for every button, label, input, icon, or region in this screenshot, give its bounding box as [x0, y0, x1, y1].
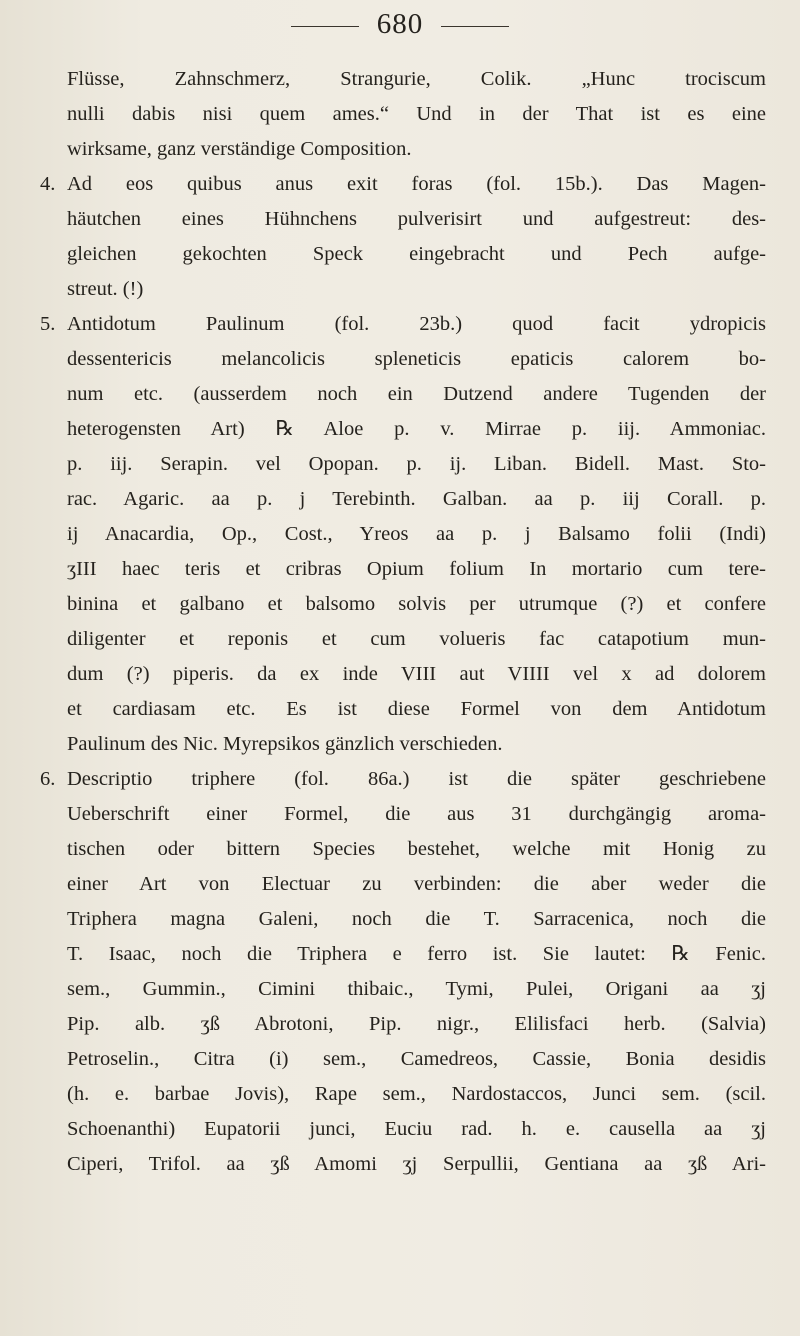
text-line [40, 1042, 766, 1077]
text-line [40, 1077, 766, 1112]
text-line [40, 167, 766, 202]
text-line [40, 482, 766, 517]
item-number: 6. [40, 768, 56, 790]
line-text: Ciperi, Trifol. aa ʒß Amomi ʒj Serpullii, Gentiana aa ʒß Ari- [67, 1153, 766, 1175]
page-number: 680 [376, 8, 424, 40]
line-text: einer Art von Electuar zu verbinden: die aber weder die [67, 873, 766, 895]
page-header [0, 8, 800, 41]
text-line [40, 797, 766, 832]
line-text: Petroselin., Citra (i) sem., Camedreos, Cassie, Bonia desidis [67, 1048, 766, 1070]
text-line [40, 272, 766, 307]
text-line [40, 1112, 766, 1147]
text-line [40, 657, 766, 692]
line-text: T. Isaac, noch die Triphera e ferro ist. Sie lautet: ℞ Fenic. [67, 943, 766, 965]
text-line [40, 762, 766, 797]
line-text: Paulinum des Nic. Myrepsikos gänzlich verschieden. [67, 733, 503, 755]
line-text: Descriptio triphere (fol. 86a.) ist die später geschriebene [67, 768, 766, 790]
text-line [40, 692, 766, 727]
line-text: rac. Agaric. aa p. j Terebinth. Galban. aa p. iij Corall. p. [67, 488, 766, 510]
item-number: 5. [40, 313, 56, 335]
text-line [40, 1007, 766, 1042]
text-line [40, 622, 766, 657]
item-number: 4. [40, 173, 56, 195]
line-text: Pip. alb. ʒß Abrotoni, Pip. nigr., Elilisfaci herb. (Salvia) [67, 1013, 766, 1035]
line-text: häutchen eines Hühnchens pulverisirt und aufgestreut: des- [67, 208, 766, 230]
line-text: diligenter et reponis et cum volueris fac catapotium mun- [67, 628, 766, 650]
text-line [40, 902, 766, 937]
line-text: num etc. (ausserdem noch ein Dutzend andere Tugenden der [67, 383, 766, 405]
line-text: (h. e. barbae Jovis), Rape sem., Nardostaccos, Junci sem. (scil. [67, 1083, 766, 1105]
text-line [40, 132, 766, 167]
line-text: wirksame, ganz verständige Composition. [67, 138, 412, 160]
text-line [40, 412, 766, 447]
text-line [40, 972, 766, 1007]
line-text: et cardiasam etc. Es ist diese Formel von dem Antidotum [67, 698, 766, 720]
line-text: Flüsse, Zahnschmerz, Strangurie, Colik. „Hunc trociscum [67, 68, 766, 90]
text-line [40, 587, 766, 622]
line-text: dum (?) piperis. da ex inde VIII aut VIIII vel x ad dolorem [67, 663, 766, 685]
line-text: Antidotum Paulinum (fol. 23b.) quod facit ydropicis [67, 313, 766, 335]
line-text: ʒIII haec teris et cribras Opium folium In mortario cum tere- [67, 558, 766, 580]
text-line [40, 97, 766, 132]
line-text: Triphera magna Galeni, noch die T. Sarracenica, noch die [67, 908, 766, 930]
text-line [40, 867, 766, 902]
line-text: gleichen gekochten Speck eingebracht und Pech aufge- [67, 243, 766, 265]
line-text: tischen oder bittern Species bestehet, welche mit Honig zu [67, 838, 766, 860]
line-text: binina et galbano et balsomo solvis per utrumque (?) et confere [67, 593, 766, 615]
line-text: Schoenanthi) Eupatorii junci, Euciu rad. h. e. causella aa ʒj [67, 1118, 766, 1140]
text-line [40, 832, 766, 867]
line-text: p. iij. Serapin. vel Opopan. p. ij. Liban. Bidell. Mast. Sto- [67, 453, 766, 475]
text-line [40, 237, 766, 272]
line-text: heterogensten Art) ℞ Aloe p. v. Mirrae p. iij. Ammoniac. [67, 418, 766, 440]
text-line [40, 62, 766, 97]
line-text: sem., Gummin., Cimini thibaic., Tymi, Pulei, Origani aa ʒj [67, 978, 766, 1000]
text-line [40, 517, 766, 552]
text-line [40, 307, 766, 342]
text-line [40, 552, 766, 587]
text-line [40, 1147, 766, 1182]
line-text: dessentericis melancolicis spleneticis epaticis calorem bo- [67, 348, 766, 370]
text-line [40, 202, 766, 237]
text-line [40, 447, 766, 482]
header-rule-left [291, 26, 359, 27]
line-text: Ad eos quibus anus exit foras (fol. 15b.). Das Magen- [67, 173, 766, 195]
line-text: nulli dabis nisi quem ames.“ Und in der That ist es eine [67, 103, 766, 125]
text-line [40, 727, 766, 762]
body-text [40, 62, 766, 1182]
header-rule-right [441, 26, 509, 27]
line-text: ij Anacardia, Op., Cost., Yreos aa p. j Balsamo folii (Indi) [67, 523, 766, 545]
text-line [40, 937, 766, 972]
line-text: Ueberschrift einer Formel, die aus 31 durchgängig aroma- [67, 803, 766, 825]
text-line [40, 342, 766, 377]
text-line [40, 377, 766, 412]
line-text: streut. (!) [67, 278, 144, 300]
